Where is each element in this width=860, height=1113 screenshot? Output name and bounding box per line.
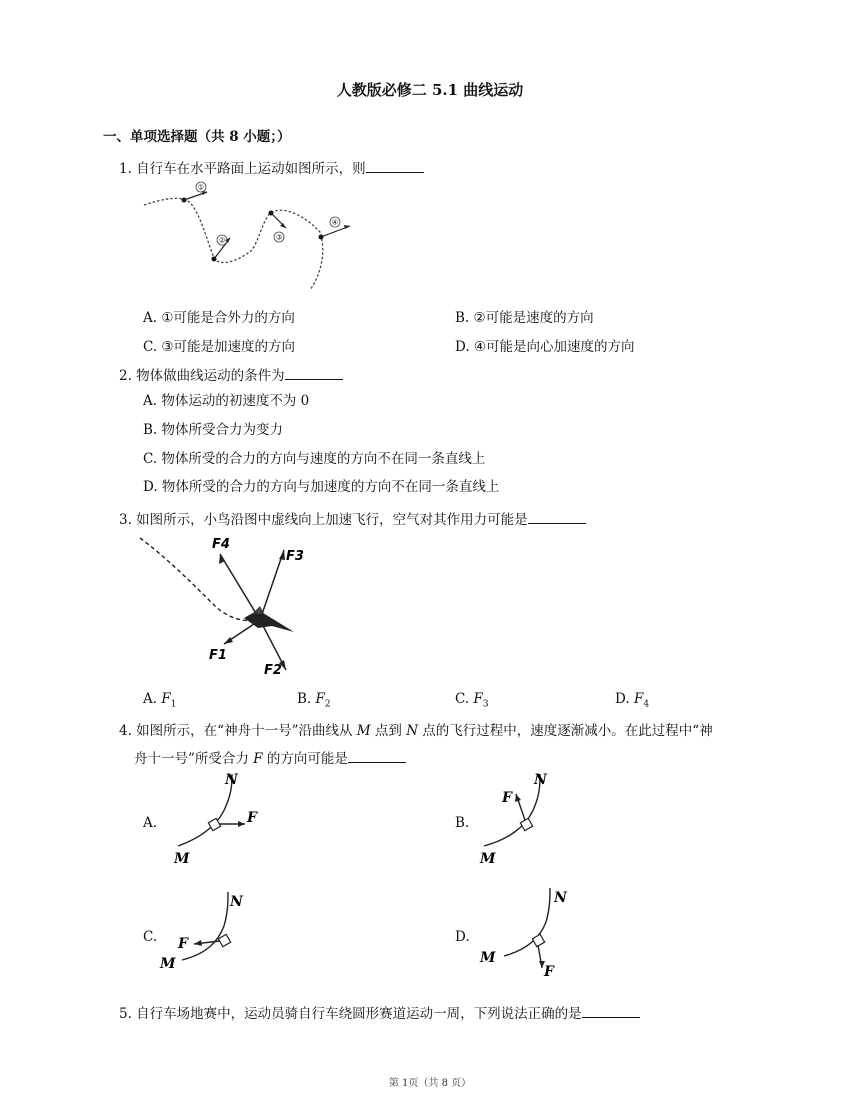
label-f: F bbox=[247, 810, 257, 826]
question-3-stem bbox=[119, 508, 586, 528]
page-footer: 第 1页（共 8 页） bbox=[388, 1078, 472, 1089]
q3-option-a: A. $F_1$ bbox=[143, 691, 177, 710]
q3-option-c: C. $F_3$ bbox=[455, 691, 489, 710]
label-f4: F4 bbox=[212, 537, 230, 552]
answer-blank bbox=[285, 366, 343, 380]
q3-option-d: D. $F_4$ bbox=[615, 691, 650, 710]
answer-blank bbox=[582, 1004, 640, 1018]
q3-option-b: B. $F_2$ bbox=[297, 691, 331, 710]
question-4-line-2: 舟十一号”所受合力 F 的方向可能是 bbox=[134, 747, 406, 767]
q1-option-d: D. ④可能是向心加速度的方向 bbox=[455, 339, 635, 355]
question-5-text: 5. 自行车场地赛中，运动员骑自行车绕圆形赛道运动一周，下列说法正确的是 bbox=[119, 1006, 582, 1022]
q4-option-d: D. bbox=[455, 929, 470, 945]
question-3-text: 3. 如图所示，小鸟沿图中虚线向上加速飞行，空气对其作用力可能是 bbox=[119, 512, 528, 528]
label-n: N bbox=[534, 772, 547, 788]
answer-blank bbox=[348, 749, 406, 763]
q4-figure-a bbox=[170, 768, 280, 868]
q1-option-a: A. ①可能是合外力的方向 bbox=[143, 310, 295, 326]
q4-option-b: B. bbox=[455, 815, 470, 831]
bicycle-path-figure bbox=[140, 178, 365, 300]
page-title: 人教版必修二 5.1 曲线运动 bbox=[336, 81, 524, 99]
q4-figure-d bbox=[476, 884, 586, 979]
q2-option-c: C. 物体所受的合力的方向与速度的方向不在同一条直线上 bbox=[143, 451, 486, 467]
label-f: F bbox=[502, 790, 512, 806]
q4-figure-c bbox=[156, 886, 266, 976]
q4-option-c: C. bbox=[143, 929, 158, 945]
label-n: N bbox=[554, 890, 567, 906]
label-f: F bbox=[178, 936, 188, 952]
q4-figure-b bbox=[476, 768, 586, 868]
q2-option-d: D. 物体所受的合力的方向与加速度的方向不在同一条直线上 bbox=[143, 479, 500, 495]
label-m: M bbox=[480, 950, 496, 966]
q2-option-a: A. 物体运动的初速度不为 0 bbox=[143, 393, 310, 409]
figure-label-3: ③ bbox=[275, 233, 283, 242]
question-2-stem bbox=[119, 364, 343, 384]
section-heading: 一、单项选择题（共 8 小题；） bbox=[103, 129, 291, 145]
q4-option-a: A. bbox=[143, 815, 158, 831]
question-4-line-1: 4. 如图所示，在“神舟十一号”沿曲线从 M 点到 N 点的飞行过程中，速度逐渐减小。在此过程中“神 bbox=[119, 723, 713, 739]
label-m: M bbox=[160, 956, 176, 972]
answer-blank bbox=[366, 159, 424, 173]
answer-blank bbox=[528, 510, 586, 524]
label-n: N bbox=[225, 772, 238, 788]
label-f2: F2 bbox=[264, 663, 282, 678]
figure-label-4: ④ bbox=[331, 218, 339, 227]
label-f3: F3 bbox=[286, 549, 304, 564]
question-5-stem bbox=[119, 1002, 640, 1022]
q2-option-b: B. 物体所受合力为变力 bbox=[143, 422, 284, 438]
question-2-text: 2. 物体做曲线运动的条件为 bbox=[119, 368, 285, 384]
figure-label-2: ② bbox=[218, 236, 226, 245]
label-m: M bbox=[174, 851, 190, 867]
label-f: F bbox=[544, 964, 554, 979]
q1-option-c: C. ③可能是加速度的方向 bbox=[143, 339, 296, 355]
question-1-stem bbox=[119, 157, 424, 177]
bird-force-figure bbox=[136, 532, 311, 682]
q1-option-b: B. ②可能是速度的方向 bbox=[455, 310, 594, 326]
question-1-text: 1. 自行车在水平路面上运动如图所示，则 bbox=[119, 161, 366, 177]
label-n: N bbox=[230, 894, 243, 910]
label-f1: F1 bbox=[209, 648, 227, 663]
figure-label-1: ① bbox=[197, 183, 205, 192]
label-m: M bbox=[480, 851, 496, 867]
